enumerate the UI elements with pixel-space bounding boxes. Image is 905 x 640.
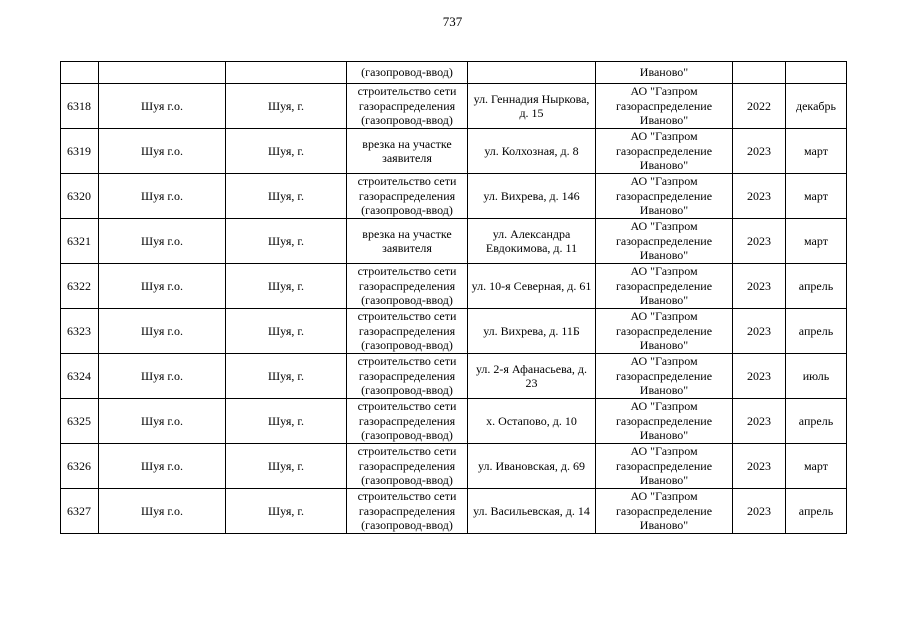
cell-address: х. Остапово, д. 10 — [468, 399, 596, 444]
cell-id: 6320 — [61, 174, 99, 219]
table-row — [61, 444, 847, 489]
cell-locality: Шуя, г. — [226, 219, 347, 264]
cell-work-type: строительство сети газораспределения (газопровод-ввод) — [347, 264, 468, 309]
table-row — [61, 84, 847, 129]
cell-operator: АО "Газпром газораспределение Иваново" — [596, 309, 733, 354]
cell-locality: Шуя, г. — [226, 309, 347, 354]
cell-locality: Шуя, г. — [226, 399, 347, 444]
cell-locality: Шуя, г. — [226, 489, 347, 534]
cell-district: Шуя г.о. — [99, 84, 226, 129]
cell-month — [786, 62, 847, 84]
cell-address — [468, 62, 596, 84]
table-row — [61, 219, 847, 264]
cell-operator: АО "Газпром газораспределение Иваново" — [596, 489, 733, 534]
page-number: 737 — [442, 14, 463, 29]
cell-year: 2023 — [733, 444, 786, 489]
cell-year: 2023 — [733, 354, 786, 399]
cell-year: 2023 — [733, 174, 786, 219]
cell-address: ул. Колхозная, д. 8 — [468, 129, 596, 174]
table-row — [61, 354, 847, 399]
cell-address: ул. Васильевская, д. 14 — [468, 489, 596, 534]
cell-month: апрель — [786, 489, 847, 534]
cell-id: 6318 — [61, 84, 99, 129]
cell-district: Шуя г.о. — [99, 129, 226, 174]
table-row — [61, 129, 847, 174]
cell-operator: АО "Газпром газораспределение Иваново" — [596, 84, 733, 129]
table-row-continuation — [61, 62, 847, 84]
cell-locality: Шуя, г. — [226, 84, 347, 129]
cell-address: ул. 10-я Северная, д. 61 — [468, 264, 596, 309]
cell-work-type: строительство сети газораспределения (газопровод-ввод) — [347, 489, 468, 534]
cell-district: Шуя г.о. — [99, 219, 226, 264]
cell-month: апрель — [786, 309, 847, 354]
table-row — [61, 264, 847, 309]
cell-work-type: врезка на участке заявителя — [347, 129, 468, 174]
cell-district: Шуя г.о. — [99, 399, 226, 444]
cell-operator: Иваново" — [596, 62, 733, 84]
cell-id: 6323 — [61, 309, 99, 354]
cell-work-type: строительство сети газораспределения (газопровод-ввод) — [347, 444, 468, 489]
cell-year: 2023 — [733, 219, 786, 264]
cell-month: март — [786, 219, 847, 264]
cell-id: 6326 — [61, 444, 99, 489]
table-row — [61, 174, 847, 219]
cell-address: ул. Александра Евдокимова, д. 11 — [468, 219, 596, 264]
cell-year: 2023 — [733, 309, 786, 354]
gasification-table — [60, 61, 847, 534]
cell-work-type: строительство сети газораспределения (газопровод-ввод) — [347, 399, 468, 444]
cell-district: Шуя г.о. — [99, 174, 226, 219]
cell-id: 6319 — [61, 129, 99, 174]
cell-work-type: строительство сети газораспределения (газопровод-ввод) — [347, 309, 468, 354]
cell-address: ул. Вихрева, д. 11Б — [468, 309, 596, 354]
cell-month: апрель — [786, 264, 847, 309]
table-row — [61, 399, 847, 444]
cell-locality — [226, 62, 347, 84]
cell-month: декабрь — [786, 84, 847, 129]
cell-year: 2023 — [733, 264, 786, 309]
cell-district — [99, 62, 226, 84]
table-body — [61, 62, 847, 534]
cell-district: Шуя г.о. — [99, 489, 226, 534]
cell-address: ул. Ивановская, д. 69 — [468, 444, 596, 489]
cell-district: Шуя г.о. — [99, 309, 226, 354]
cell-operator: АО "Газпром газораспределение Иваново" — [596, 444, 733, 489]
cell-month: апрель — [786, 399, 847, 444]
cell-locality: Шуя, г. — [226, 264, 347, 309]
cell-locality: Шуя, г. — [226, 174, 347, 219]
cell-address: ул. 2-я Афанасьева, д. 23 — [468, 354, 596, 399]
cell-operator: АО "Газпром газораспределение Иваново" — [596, 399, 733, 444]
cell-id — [61, 62, 99, 84]
cell-address: ул. Вихрева, д. 146 — [468, 174, 596, 219]
cell-work-type: (газопровод-ввод) — [347, 62, 468, 84]
cell-locality: Шуя, г. — [226, 444, 347, 489]
cell-work-type: строительство сети газораспределения (газопровод-ввод) — [347, 84, 468, 129]
cell-month: март — [786, 174, 847, 219]
cell-operator: АО "Газпром газораспределение Иваново" — [596, 174, 733, 219]
cell-address: ул. Геннадия Ныркова, д. 15 — [468, 84, 596, 129]
cell-operator: АО "Газпром газораспределение Иваново" — [596, 354, 733, 399]
table-row — [61, 489, 847, 534]
cell-district: Шуя г.о. — [99, 354, 226, 399]
cell-month: июль — [786, 354, 847, 399]
cell-locality: Шуя, г. — [226, 129, 347, 174]
table-row — [61, 309, 847, 354]
cell-work-type: врезка на участке заявителя — [347, 219, 468, 264]
cell-district: Шуя г.о. — [99, 264, 226, 309]
cell-year: 2023 — [733, 399, 786, 444]
cell-district: Шуя г.о. — [99, 444, 226, 489]
cell-work-type: строительство сети газораспределения (газопровод-ввод) — [347, 174, 468, 219]
cell-id: 6327 — [61, 489, 99, 534]
cell-locality: Шуя, г. — [226, 354, 347, 399]
cell-operator: АО "Газпром газораспределение Иваново" — [596, 219, 733, 264]
cell-id: 6325 — [61, 399, 99, 444]
cell-year — [733, 62, 786, 84]
cell-id: 6322 — [61, 264, 99, 309]
cell-year: 2022 — [733, 84, 786, 129]
cell-work-type: строительство сети газораспределения (газопровод-ввод) — [347, 354, 468, 399]
cell-id: 6321 — [61, 219, 99, 264]
cell-operator: АО "Газпром газораспределение Иваново" — [596, 264, 733, 309]
cell-year: 2023 — [733, 489, 786, 534]
cell-month: март — [786, 444, 847, 489]
cell-year: 2023 — [733, 129, 786, 174]
cell-operator: АО "Газпром газораспределение Иваново" — [596, 129, 733, 174]
cell-month: март — [786, 129, 847, 174]
cell-id: 6324 — [61, 354, 99, 399]
